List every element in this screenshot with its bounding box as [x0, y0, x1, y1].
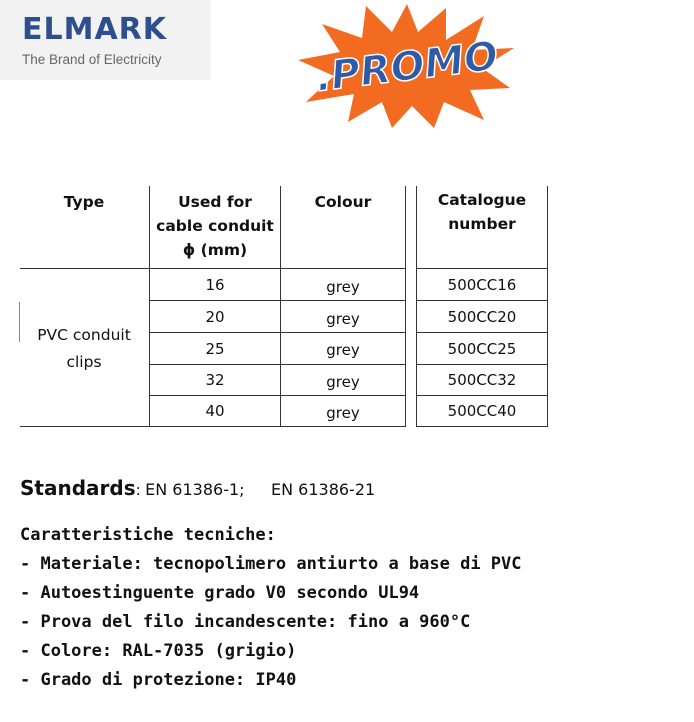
feature-item: - Colore: RAL-7035 (grigio)	[20, 641, 297, 661]
colour-cell: grey	[326, 278, 360, 296]
catalogue-cell: 500CC20	[447, 308, 517, 326]
catalogue-cell: 500CC32	[447, 371, 517, 389]
table-divider	[149, 364, 405, 365]
header-catalogue: Catalogue number	[437, 191, 527, 233]
colour-cell: grey	[326, 373, 360, 391]
diameter-cell: 20	[205, 308, 225, 326]
features-title: Caratteristiche tecniche:	[20, 525, 276, 545]
catalogue-cell: 500CC40	[447, 402, 517, 420]
standards-line	[20, 476, 375, 500]
standards-title: Standards	[20, 476, 136, 500]
standards-colon: :	[135, 481, 141, 499]
feature-item: - Prova del filo incandescente: fino a 960°C	[20, 612, 471, 632]
header-type: Type	[63, 193, 105, 211]
type-cell: PVC conduit clips	[37, 326, 131, 371]
table-divider	[20, 426, 405, 427]
diameter-cell: 16	[205, 276, 225, 294]
brand-logo	[0, 0, 211, 80]
table-divider	[416, 268, 547, 269]
colour-cell: grey	[326, 341, 360, 359]
standard-value: EN 61386-1;	[145, 480, 245, 499]
diameter-cell: 40	[205, 402, 225, 420]
table-divider	[416, 300, 547, 301]
catalogue-cell: 500CC25	[447, 340, 517, 358]
header-used-for: Used for cable conduit ϕ (mm)	[156, 193, 274, 259]
table-divider	[149, 332, 405, 333]
header-colour: Colour	[314, 193, 372, 211]
table-divider	[20, 268, 405, 269]
promo-badge	[296, 2, 518, 130]
table-divider	[547, 186, 548, 427]
table-divider	[416, 332, 547, 333]
promo-text: .PROMO	[313, 33, 501, 101]
colour-cell: grey	[326, 310, 360, 328]
table-divider	[416, 364, 547, 365]
promo-burst-icon	[296, 2, 518, 130]
table-divider	[416, 426, 547, 427]
colour-cell: grey	[326, 404, 360, 422]
technical-features	[20, 521, 522, 695]
catalogue-cell: 500CC16	[447, 276, 517, 294]
feature-item: - Autoestinguente grado V0 secondo UL94	[20, 583, 420, 603]
feature-item: - Materiale: tecnopolimero antiurto a base di PVC	[20, 554, 522, 574]
standard-value: EN 61386-21	[270, 480, 376, 499]
table-divider	[416, 395, 547, 396]
table-divider	[149, 395, 405, 396]
table-divider	[149, 300, 405, 301]
diameter-cell: 32	[205, 371, 225, 389]
feature-item: - Grado di protezione: IP40	[20, 670, 297, 690]
brand-tagline: The Brand of Electricity	[22, 52, 162, 67]
table-divider	[405, 186, 406, 427]
diameter-cell: 25	[205, 340, 225, 358]
brand-name: ELMARK	[22, 12, 168, 47]
